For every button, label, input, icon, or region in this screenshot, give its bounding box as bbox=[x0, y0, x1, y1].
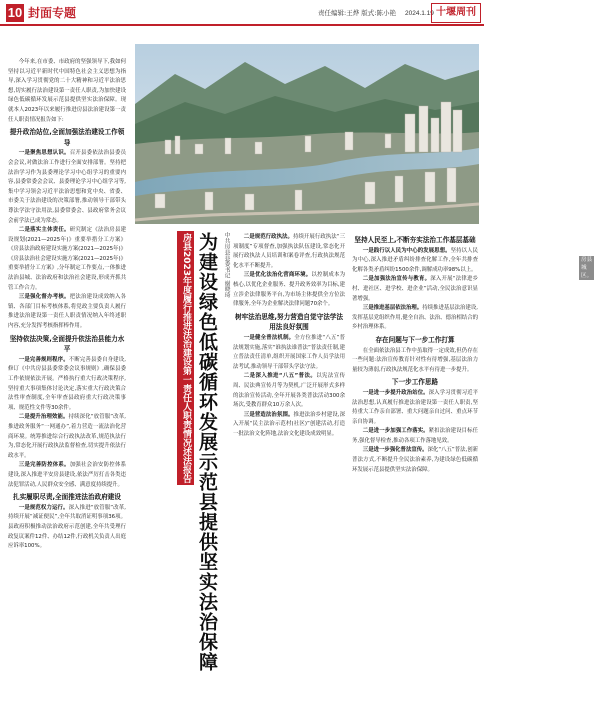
issue-date: 2024.1.19 bbox=[405, 10, 434, 17]
paragraph-lead: 一是规范权力运行。 bbox=[18, 504, 69, 511]
paragraph-text: 深入学习贯彻习近平法治思想,认真履行推进法治建设第一责任人职责,坚持重大工作亲自部署、重大问题亲自过问、重点环节亲自协调。 bbox=[352, 389, 478, 425]
paragraph-lead: 一是进一步提升政治站位。 bbox=[362, 389, 429, 396]
paragraph-lead: 三是营造法治氛围。 bbox=[243, 411, 294, 418]
paragraph-text: 不断完善县委自身建设,修订《中共房县县委常委会议事规则》,确保县委工作依规依法开展。严格执行重大行政决策程序,坚持重大事项集体讨论决定,落实重大行政决策合法性审查制度,全年审查县政府重大行政决策事项、规范性文件等30余件。 bbox=[8, 356, 126, 411]
paragraph-text: 持续推进基层法治建设,发挥基层党组织作用,健全自治、法治、德治相结合的乡村治理体系。 bbox=[352, 305, 478, 331]
section-heading-6: 存在问题与下一步工作打算 bbox=[375, 335, 455, 344]
paragraph-lead: 一是健全普法机制。 bbox=[243, 334, 295, 341]
paragraph-text: 持续开展行政执法“三项制度”专项督查,加强执法队伍建设,常态化开展行政执法人员培训和案卷评查,行政执法规范化水平不断提升。 bbox=[233, 234, 345, 269]
paragraph bbox=[233, 411, 345, 440]
page-number: 10 bbox=[7, 5, 23, 20]
section-heading-4: 树牢法治思维,努力营造自觉守法学法用法良好氛围 bbox=[234, 312, 343, 332]
paragraph-text: 推进法治乡村建设,深入开展“民主法治示范村(社区)”创建活动,打造一批法治文化阵地,法治文化建设成效明显。 bbox=[233, 411, 345, 437]
paragraph-text: 深入推进“放管服”改革,持续开展“减证便民”,全年共取消证明事项36项。县政府积极推动法治政府示范创建,全年共受理行政复议案件12件、办结12件,行政机关负责人出庭应诉率100%。 bbox=[8, 504, 126, 550]
paragraph-lead: 三是优化法治化营商环境。 bbox=[243, 272, 312, 279]
article-title: 为建设绿色低碳循环发展示范县提供坚实法治保障 bbox=[196, 232, 218, 672]
masthead-logo: 十堰周刊 bbox=[431, 3, 481, 23]
paragraph bbox=[8, 226, 126, 293]
column-1 bbox=[8, 58, 126, 703]
paragraph bbox=[8, 149, 126, 226]
section-heading-7: 下一步工作思路 bbox=[391, 378, 439, 387]
section-heading-1: 提升政治站位,全面加强法治建设工作领导 bbox=[9, 128, 125, 147]
paragraph-lead: 二是深入推进“八五”普法。 bbox=[243, 373, 317, 380]
paragraph-lead: 三是强化督办考核。 bbox=[18, 294, 70, 301]
article-author: 中共房县县委书记 谢晓琦 bbox=[223, 232, 229, 298]
section-heading-3: 扎实履职尽责,全面推进法治政府建设 bbox=[12, 493, 121, 502]
article-subtitle: 房县2023年度履行推进法治建设第一责任人职责情况述法报告 bbox=[177, 231, 194, 485]
paragraph-text: 在全面依法治县工作中虽取得一定成效,但仍存在一些问题:法治宣传教育针对性有待增强,基层法治力量较为薄弱,行政执法规范化水平有待进一步提升。 bbox=[352, 347, 478, 373]
paragraph-text: 深入开展“法律进乡村、进社区、进学校、进企业”活动,全民法治意识显著增强。 bbox=[352, 276, 478, 302]
column-3 bbox=[352, 233, 478, 703]
paragraph bbox=[8, 356, 126, 414]
column-2 bbox=[233, 233, 345, 703]
section-title: 封面专题 bbox=[28, 6, 77, 20]
section-heading-5: 坚持人民至上,不断夯实法治工作基层基础 bbox=[354, 236, 476, 244]
paragraph-text: 以控制成本为核心,以优化企业服务、提升政务效率为目标,建立涉企法律服务平台,为市场主体提供全方位法律服务,全年为企业解决法律问题70余个。 bbox=[233, 272, 345, 308]
paragraph bbox=[233, 334, 345, 372]
paragraph-lead: 三是进一步强化普法宣传。 bbox=[362, 447, 428, 454]
paragraph-text: 以宪法宣传周、民法典宣传月等为契机,广泛开展形式多样的法治宣传活动,全年开展各类普法活动300余场次,受教育群众10万余人次。 bbox=[233, 373, 345, 409]
paragraph-lead: 一是完善规则程序。 bbox=[18, 356, 69, 363]
page-header bbox=[0, 0, 484, 26]
paragraph-lead: 三是推进基层依法治理。 bbox=[362, 305, 423, 312]
paragraph bbox=[352, 304, 478, 333]
paragraph-lead: 一是践行以人民为中心的发展思想。 bbox=[362, 247, 451, 254]
section-heading-2: 坚持依法决策,全面提升依法治县能力水平 bbox=[9, 334, 125, 354]
paragraph bbox=[8, 461, 126, 490]
intro-paragraph: 今年来,在市委、市政府的坚强领导下,我如何坚持以习近平新时代中国特色社会主义思想为指导,深入学习贯彻党的二十大精神和习近平法治思想,切实履行法治建设第一责任人职责,为加快建设绿色低碳循环发展示范县提供坚实法治保障。现就本人2023年以来履行推进房县法治建设第一责任人职责情况报告如下: bbox=[8, 59, 126, 123]
paragraph-lead: 二是落实主体责任。 bbox=[18, 227, 70, 234]
paragraph-text: 全方位推进“八五”普法规划实施,落实“谁执法谁普法”普法责任制,建立普法责任清单,组织开展国家工作人员学法用法考试,推动领导干部带头学法守法。 bbox=[233, 334, 345, 370]
paragraph-lead: 三是完善防控体系。 bbox=[18, 462, 70, 469]
paragraph-lead: 二是规范行政执法。 bbox=[243, 234, 293, 240]
paragraph-lead: 二是提升治理效能。 bbox=[18, 414, 69, 421]
paragraph bbox=[233, 372, 345, 410]
paragraph bbox=[233, 233, 345, 271]
paragraph bbox=[352, 389, 478, 427]
paragraph-text: 召开县委依法治县委员会会议,对做法治工作进行全面安排部署。坚持把法治学习作为县委理论学习中心组学习的重要内容,县委常委会会议、县委理论学习中心组学习等,集中学习领会习近平法治思想和党中央、省委、市委关于法治建设的决策部署,推动领导干部带头尊法学法守法用法,县委常委会、县政府常务会议会前学法已成为常态。 bbox=[8, 150, 126, 224]
paragraph-text: 深化“八五”普法,创新普法方式,不断提升全民法治素养,为建设绿色低碳循环发展示范县提供坚实法治保障。 bbox=[352, 447, 478, 473]
paragraph-lead: 一是聚焦思想认识。 bbox=[18, 150, 70, 157]
paragraph-text: 持续深化“放管服”改革,推进政务服务“一网通办”,着力营造一流法治化营商环境。统筹推进综合行政执法改革,规范执法行为,常态化开展行政执法监督检查,切实提升依法行政水平。 bbox=[8, 414, 126, 459]
editor-credits: 责任编辑:王烨 版式:陈小艳 bbox=[318, 9, 396, 17]
paragraph-text: 研究制定《法治房县建设规划(2021—2025年)》重要举措分工方案》《房县法治政府建设实施方案(2021—2025年)》《房县法治社会建设实施方案(2021—2025年)》重要举措分工方案》,分年制定工作要点,一体推进法治县城、法治政府和法治社会建设,形成齐抓共管工作合力。 bbox=[8, 227, 126, 291]
city-photo-image bbox=[135, 44, 479, 224]
paragraph bbox=[8, 293, 126, 331]
paragraph-text: 坚持以人民为中心,深入推进矛盾纠纷排查化解工作,全年共排查化解各类矛盾纠纷1500余件,调解成功率98%以上。 bbox=[352, 247, 478, 273]
paragraph bbox=[8, 504, 126, 552]
paragraph bbox=[8, 413, 126, 461]
paragraph-text: 紧扣法治建设目标任务,强化督导检查,推动各项工作落地见效。 bbox=[352, 428, 478, 444]
paragraph-text: 把法治建设成效纳入各镇、各部门目标考核体系,将党政主要负责人履行推进法治建设第一责任人职责情况纳入年终述职内容,充分发挥考核指挥棒作用。 bbox=[8, 294, 126, 330]
paragraph-text: 加强社会治安防控体系建设,深入推进平安房县建设,依法严厉打击各类违法犯罪活动,人民群众安全感、满意度持续提升。 bbox=[8, 462, 126, 488]
paragraph bbox=[352, 247, 478, 276]
paragraph bbox=[352, 446, 478, 475]
paragraph-lead: 二是加强法治宣传与教育。 bbox=[362, 276, 431, 283]
photo-caption: 房县城区。 bbox=[581, 257, 593, 279]
paragraph-lead: 二是进一步加强工作落实。 bbox=[362, 428, 429, 435]
paragraph bbox=[352, 275, 478, 304]
paragraph bbox=[352, 427, 478, 446]
paragraph bbox=[233, 271, 345, 309]
